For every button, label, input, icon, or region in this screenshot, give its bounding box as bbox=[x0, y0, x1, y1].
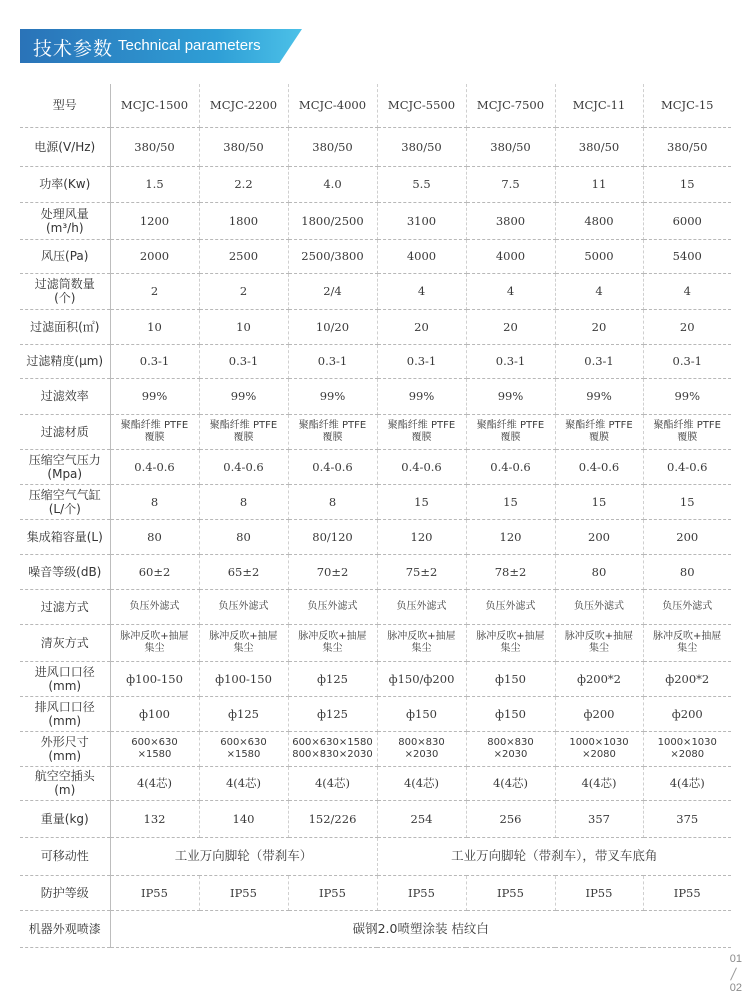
cell-line: 集尘 bbox=[411, 642, 432, 654]
value-cell: 4 bbox=[377, 273, 466, 309]
value-cell: 2000 bbox=[110, 239, 199, 273]
value-cell: 5400 bbox=[643, 239, 731, 273]
value-cell: 20 bbox=[466, 309, 555, 344]
value-cell: 200 bbox=[643, 519, 731, 554]
value-cell bbox=[643, 414, 731, 449]
row-label bbox=[20, 696, 110, 731]
value-cell: 20 bbox=[377, 309, 466, 344]
value-cell: ф100-150 bbox=[110, 661, 199, 696]
page-number bbox=[730, 953, 742, 995]
cell-line: 800×830 bbox=[487, 736, 534, 748]
value-cell bbox=[110, 414, 199, 449]
value-cell bbox=[466, 624, 555, 661]
value-cell bbox=[288, 624, 377, 661]
cell-line: 覆膜 bbox=[233, 431, 254, 443]
model-header-cell: MCJC-4000 bbox=[288, 84, 377, 127]
value-cell: 78±2 bbox=[466, 554, 555, 589]
value-cell bbox=[555, 414, 643, 449]
value-cell: 4(4芯) bbox=[199, 766, 288, 800]
value-cell: 4.0 bbox=[288, 166, 377, 202]
page-number-current: 01 bbox=[729, 953, 742, 965]
value-cell: 8 bbox=[199, 484, 288, 519]
cell-line: 覆膜 bbox=[677, 431, 698, 443]
value-cell: 6000 bbox=[643, 202, 731, 239]
cell-line: 集尘 bbox=[500, 642, 521, 654]
value-cell: 380/50 bbox=[199, 127, 288, 166]
value-cell bbox=[288, 589, 377, 624]
table-row bbox=[20, 661, 731, 696]
value-cell: 15 bbox=[466, 484, 555, 519]
section-title-en: Technical parameters bbox=[118, 37, 261, 54]
table-row bbox=[20, 589, 731, 624]
value-cell: 254 bbox=[377, 800, 466, 837]
cell-line: 防护等级 bbox=[40, 885, 89, 900]
table-row bbox=[20, 202, 731, 239]
value-cell: ф150 bbox=[377, 696, 466, 731]
row-label bbox=[20, 378, 110, 414]
value-cell: 4(4芯) bbox=[377, 766, 466, 800]
cell-line: (m³/h) bbox=[45, 220, 84, 235]
table-row bbox=[20, 344, 731, 378]
cell-line: 排风口口径 bbox=[34, 699, 95, 714]
value-cell: 0.3-1 bbox=[466, 344, 555, 378]
model-header-cell: MCJC-5500 bbox=[377, 84, 466, 127]
value-cell: 4000 bbox=[377, 239, 466, 273]
row-label bbox=[20, 800, 110, 837]
cell-line: 外形尺寸 bbox=[40, 734, 89, 749]
merged-value-cell: 工业万向脚轮（带刹车） bbox=[110, 837, 377, 875]
value-cell: 80 bbox=[555, 554, 643, 589]
table-row bbox=[20, 166, 731, 202]
cell-line: 600×630 bbox=[131, 736, 178, 748]
cell-line: 进风口口径 bbox=[34, 664, 95, 679]
value-cell: 75±2 bbox=[377, 554, 466, 589]
row-label bbox=[20, 84, 110, 127]
value-cell bbox=[466, 589, 555, 624]
value-cell: IP55 bbox=[377, 875, 466, 910]
value-cell: ф125 bbox=[288, 696, 377, 731]
value-cell: 4 bbox=[555, 273, 643, 309]
value-cell: ф150 bbox=[466, 696, 555, 731]
value-cell: 11 bbox=[555, 166, 643, 202]
cell-line: 过滤材质 bbox=[40, 424, 89, 439]
value-cell: 4000 bbox=[466, 239, 555, 273]
value-cell: 120 bbox=[377, 519, 466, 554]
value-cell: 4(4芯) bbox=[466, 766, 555, 800]
value-cell: 380/50 bbox=[110, 127, 199, 166]
cell-line: 型号 bbox=[52, 98, 77, 113]
cell-line: 功率(Kw) bbox=[39, 177, 91, 191]
table-row bbox=[20, 519, 731, 554]
value-cell: 0.3-1 bbox=[643, 344, 731, 378]
table-row bbox=[20, 378, 731, 414]
value-cell: 1200 bbox=[110, 202, 199, 239]
cell-line: 覆膜 bbox=[411, 431, 432, 443]
cell-line: 过滤效率 bbox=[40, 389, 89, 403]
cell-line: 600×630 bbox=[220, 736, 267, 748]
model-header-cell: MCJC-1500 bbox=[110, 84, 199, 127]
cell-line: ×1580 bbox=[226, 748, 261, 760]
cell-line: 机器外观喷漆 bbox=[28, 921, 101, 936]
cell-line: 风压(Pa) bbox=[41, 249, 89, 263]
table-row bbox=[20, 127, 731, 166]
technical-parameters-table bbox=[20, 84, 731, 948]
cell-line: 负压外滤式 bbox=[396, 600, 447, 612]
merged-value-cell: 碳钢2.0喷塑涂装 桔纹白 bbox=[110, 910, 731, 947]
row-label bbox=[20, 766, 110, 800]
page-number-divider bbox=[730, 967, 737, 980]
value-cell: 0.3-1 bbox=[199, 344, 288, 378]
value-cell bbox=[555, 589, 643, 624]
value-cell bbox=[110, 731, 199, 766]
table-row bbox=[20, 731, 731, 766]
table-row bbox=[20, 239, 731, 273]
row-label bbox=[20, 127, 110, 166]
row-label bbox=[20, 731, 110, 766]
cell-line: 集尘 bbox=[677, 642, 698, 654]
cell-line: 脉冲反吹+抽屉 bbox=[387, 630, 456, 642]
table-row bbox=[20, 484, 731, 519]
value-cell: 0.4-0.6 bbox=[466, 449, 555, 484]
value-cell: 4(4芯) bbox=[643, 766, 731, 800]
value-cell bbox=[199, 731, 288, 766]
merged-value-cell: 工业万向脚轮（带刹车），带叉车底角 bbox=[377, 837, 731, 875]
table-row bbox=[20, 766, 731, 800]
table-row bbox=[20, 449, 731, 484]
value-cell: 99% bbox=[466, 378, 555, 414]
value-cell: 99% bbox=[377, 378, 466, 414]
value-cell: 380/50 bbox=[377, 127, 466, 166]
value-cell bbox=[288, 414, 377, 449]
cell-line: 重量(kg) bbox=[40, 811, 89, 826]
cell-line: (mm) bbox=[48, 713, 82, 728]
cell-line: 过滤精度(μm) bbox=[26, 354, 104, 368]
table-row bbox=[20, 624, 731, 661]
value-cell: 15 bbox=[643, 484, 731, 519]
cell-line: ×2080 bbox=[582, 748, 616, 760]
value-cell: 0.4-0.6 bbox=[110, 449, 199, 484]
value-cell: 0.3-1 bbox=[377, 344, 466, 378]
value-cell bbox=[110, 624, 199, 661]
value-cell bbox=[377, 731, 466, 766]
value-cell: 2 bbox=[199, 273, 288, 309]
value-cell: 1.5 bbox=[110, 166, 199, 202]
value-cell: 357 bbox=[555, 800, 643, 837]
value-cell: 0.3-1 bbox=[555, 344, 643, 378]
cell-line: (m) bbox=[54, 783, 76, 797]
value-cell: 10 bbox=[110, 309, 199, 344]
cell-line: (L/个) bbox=[48, 501, 81, 516]
value-cell: 132 bbox=[110, 800, 199, 837]
cell-line: 800×830×2030 bbox=[292, 748, 373, 760]
table-row bbox=[20, 910, 731, 947]
value-cell bbox=[377, 414, 466, 449]
value-cell: ф100-150 bbox=[199, 661, 288, 696]
value-cell: 4(4芯) bbox=[555, 766, 643, 800]
value-cell: 120 bbox=[466, 519, 555, 554]
cell-line: 清灰方式 bbox=[40, 635, 89, 650]
value-cell: 15 bbox=[377, 484, 466, 519]
value-cell: 8 bbox=[288, 484, 377, 519]
cell-line: 1000×1030 bbox=[569, 736, 629, 748]
cell-line: 负压外滤式 bbox=[129, 600, 180, 612]
cell-line: 脉冲反吹+抽屉 bbox=[653, 630, 722, 642]
table-row bbox=[20, 309, 731, 344]
value-cell: ф200*2 bbox=[555, 661, 643, 696]
row-label bbox=[20, 449, 110, 484]
value-cell: ф125 bbox=[288, 661, 377, 696]
table-row bbox=[20, 696, 731, 731]
cell-line: 聚酯纤维 PTFE bbox=[476, 419, 545, 431]
value-cell: 80 bbox=[110, 519, 199, 554]
model-header-cell: MCJC-11 bbox=[555, 84, 643, 127]
cell-line: 负压外滤式 bbox=[485, 600, 536, 612]
row-label bbox=[20, 414, 110, 449]
value-cell: 0.4-0.6 bbox=[199, 449, 288, 484]
cell-line: 脉冲反吹+抽屉 bbox=[298, 630, 367, 642]
value-cell bbox=[643, 589, 731, 624]
row-label bbox=[20, 624, 110, 661]
row-label bbox=[20, 344, 110, 378]
row-label bbox=[20, 239, 110, 273]
section-title-zh: 技术参数 bbox=[33, 38, 114, 60]
cell-line: 覆膜 bbox=[144, 431, 165, 443]
cell-line: 处理风量 bbox=[40, 206, 89, 221]
value-cell: ф200 bbox=[555, 696, 643, 731]
value-cell: 4 bbox=[643, 273, 731, 309]
value-cell bbox=[377, 589, 466, 624]
row-label bbox=[20, 484, 110, 519]
row-label bbox=[20, 519, 110, 554]
model-header-cell: MCJC-2200 bbox=[199, 84, 288, 127]
cell-line: 负压外滤式 bbox=[307, 600, 358, 612]
cell-line: (个) bbox=[54, 291, 76, 305]
value-cell: IP55 bbox=[643, 875, 731, 910]
table-row bbox=[20, 837, 731, 875]
value-cell: 0.4-0.6 bbox=[555, 449, 643, 484]
cell-line: 负压外滤式 bbox=[218, 600, 269, 612]
value-cell: 7.5 bbox=[466, 166, 555, 202]
value-cell: 200 bbox=[555, 519, 643, 554]
value-cell: 3100 bbox=[377, 202, 466, 239]
value-cell: ф150 bbox=[466, 661, 555, 696]
row-label bbox=[20, 589, 110, 624]
value-cell: 152/226 bbox=[288, 800, 377, 837]
value-cell: 65±2 bbox=[199, 554, 288, 589]
value-cell: 0.4-0.6 bbox=[377, 449, 466, 484]
cell-line: 压缩空气气缸 bbox=[28, 487, 101, 502]
row-label bbox=[20, 273, 110, 309]
cell-line: 负压外滤式 bbox=[662, 600, 713, 612]
value-cell: 10/20 bbox=[288, 309, 377, 344]
value-cell: 10 bbox=[199, 309, 288, 344]
cell-line: ×2030 bbox=[493, 748, 528, 760]
cell-line: 噪音等级(dB) bbox=[28, 564, 102, 579]
cell-line: 航空空插头 bbox=[34, 769, 95, 783]
page-number-next: 02 bbox=[729, 982, 742, 994]
value-cell: ф200*2 bbox=[643, 661, 731, 696]
value-cell: 15 bbox=[555, 484, 643, 519]
value-cell: IP55 bbox=[555, 875, 643, 910]
cell-line: 集成箱容量(L) bbox=[26, 529, 103, 544]
cell-line: 1000×1030 bbox=[657, 736, 717, 748]
value-cell: 1800/2500 bbox=[288, 202, 377, 239]
value-cell: 5.5 bbox=[377, 166, 466, 202]
cell-line: 聚酯纤维 PTFE bbox=[387, 419, 456, 431]
value-cell: 80/120 bbox=[288, 519, 377, 554]
cell-line: (mm) bbox=[48, 748, 82, 763]
value-cell: 0.4-0.6 bbox=[643, 449, 731, 484]
cell-line: 脉冲反吹+抽屉 bbox=[476, 630, 545, 642]
value-cell: 60±2 bbox=[110, 554, 199, 589]
value-cell bbox=[466, 414, 555, 449]
table-row bbox=[20, 84, 731, 127]
value-cell bbox=[199, 414, 288, 449]
cell-line: 过滤面积(㎡) bbox=[30, 319, 100, 334]
value-cell: 380/50 bbox=[643, 127, 731, 166]
cell-line: (Mpa) bbox=[47, 466, 83, 481]
cell-line: 聚酯纤维 PTFE bbox=[653, 419, 721, 431]
value-cell: 99% bbox=[199, 378, 288, 414]
row-label bbox=[20, 166, 110, 202]
value-cell: 80 bbox=[199, 519, 288, 554]
value-cell bbox=[377, 624, 466, 661]
cell-line: 电源(V/Hz) bbox=[34, 139, 96, 154]
cell-line: 集尘 bbox=[233, 642, 254, 654]
cell-line: 聚酯纤维 PTFE bbox=[298, 419, 367, 431]
cell-line: 脉冲反吹+抽屉 bbox=[209, 630, 278, 642]
cell-line: 过滤方式 bbox=[40, 599, 89, 614]
value-cell: IP55 bbox=[110, 875, 199, 910]
model-header-cell: MCJC-15 bbox=[643, 84, 731, 127]
value-cell bbox=[643, 624, 731, 661]
value-cell: 3800 bbox=[466, 202, 555, 239]
value-cell: 1800 bbox=[199, 202, 288, 239]
table-row bbox=[20, 875, 731, 910]
row-label bbox=[20, 837, 110, 875]
value-cell: IP55 bbox=[466, 875, 555, 910]
cell-line: ×1580 bbox=[137, 748, 172, 760]
value-cell bbox=[555, 624, 643, 661]
row-label bbox=[20, 554, 110, 589]
value-cell: 375 bbox=[643, 800, 731, 837]
cell-line: 覆膜 bbox=[322, 431, 343, 443]
row-label bbox=[20, 875, 110, 910]
cell-line: 聚酯纤维 PTFE bbox=[209, 419, 278, 431]
value-cell: 20 bbox=[555, 309, 643, 344]
cell-line: 集尘 bbox=[144, 642, 165, 654]
value-cell: 4(4芯) bbox=[110, 766, 199, 800]
value-cell: 0.4-0.6 bbox=[288, 449, 377, 484]
cell-line: 压缩空气压力 bbox=[28, 452, 101, 467]
value-cell: 99% bbox=[555, 378, 643, 414]
value-cell: 2500 bbox=[199, 239, 288, 273]
value-cell: 380/50 bbox=[555, 127, 643, 166]
value-cell: 380/50 bbox=[288, 127, 377, 166]
value-cell: IP55 bbox=[288, 875, 377, 910]
row-label bbox=[20, 309, 110, 344]
table-row bbox=[20, 554, 731, 589]
cell-line: 脉冲反吹+抽屉 bbox=[564, 630, 634, 642]
value-cell: 15 bbox=[643, 166, 731, 202]
value-cell bbox=[643, 731, 731, 766]
cell-line: 集尘 bbox=[322, 642, 343, 654]
table-row bbox=[20, 414, 731, 449]
value-cell bbox=[199, 589, 288, 624]
value-cell bbox=[288, 731, 377, 766]
value-cell: 380/50 bbox=[466, 127, 555, 166]
cell-line: 可移动性 bbox=[40, 849, 89, 863]
cell-line: 800×830 bbox=[398, 736, 445, 748]
value-cell: 140 bbox=[199, 800, 288, 837]
value-cell: 0.3-1 bbox=[288, 344, 377, 378]
value-cell: 99% bbox=[110, 378, 199, 414]
value-cell: 20 bbox=[643, 309, 731, 344]
table-row bbox=[20, 800, 731, 837]
model-header-cell: MCJC-7500 bbox=[466, 84, 555, 127]
value-cell: 4800 bbox=[555, 202, 643, 239]
value-cell bbox=[110, 589, 199, 624]
cell-line: 脉冲反吹+抽屉 bbox=[120, 630, 189, 642]
value-cell: 8 bbox=[110, 484, 199, 519]
row-label bbox=[20, 202, 110, 239]
cell-line: 集尘 bbox=[589, 642, 609, 654]
value-cell: 99% bbox=[288, 378, 377, 414]
cell-line: 聚酯纤维 PTFE bbox=[565, 419, 633, 431]
value-cell: 99% bbox=[643, 378, 731, 414]
value-cell: 70±2 bbox=[288, 554, 377, 589]
value-cell: 80 bbox=[643, 554, 731, 589]
value-cell bbox=[199, 624, 288, 661]
cell-line: 负压外滤式 bbox=[574, 600, 624, 612]
cell-line: 600×630×1580 bbox=[292, 736, 373, 748]
value-cell: 5000 bbox=[555, 239, 643, 273]
table-row bbox=[20, 273, 731, 309]
value-cell: 4 bbox=[466, 273, 555, 309]
value-cell: ф100 bbox=[110, 696, 199, 731]
cell-line: (mm) bbox=[48, 678, 82, 693]
cell-line: 聚酯纤维 PTFE bbox=[120, 419, 189, 431]
value-cell: 2500/3800 bbox=[288, 239, 377, 273]
cell-line: 覆膜 bbox=[500, 431, 521, 443]
value-cell bbox=[466, 731, 555, 766]
cell-line: 覆膜 bbox=[589, 431, 609, 443]
value-cell: ф125 bbox=[199, 696, 288, 731]
cell-line: ×2030 bbox=[404, 748, 439, 760]
cell-line: 过滤筒数量 bbox=[34, 277, 95, 291]
value-cell: 256 bbox=[466, 800, 555, 837]
value-cell bbox=[555, 731, 643, 766]
value-cell: 0.3-1 bbox=[110, 344, 199, 378]
value-cell: ф150/ф200 bbox=[377, 661, 466, 696]
row-label bbox=[20, 661, 110, 696]
cell-line: ×2080 bbox=[670, 748, 705, 760]
value-cell: 2 bbox=[110, 273, 199, 309]
value-cell: 4(4芯) bbox=[288, 766, 377, 800]
value-cell: 2.2 bbox=[199, 166, 288, 202]
value-cell: IP55 bbox=[199, 875, 288, 910]
value-cell: ф200 bbox=[643, 696, 731, 731]
value-cell: 2/4 bbox=[288, 273, 377, 309]
row-label bbox=[20, 910, 110, 947]
